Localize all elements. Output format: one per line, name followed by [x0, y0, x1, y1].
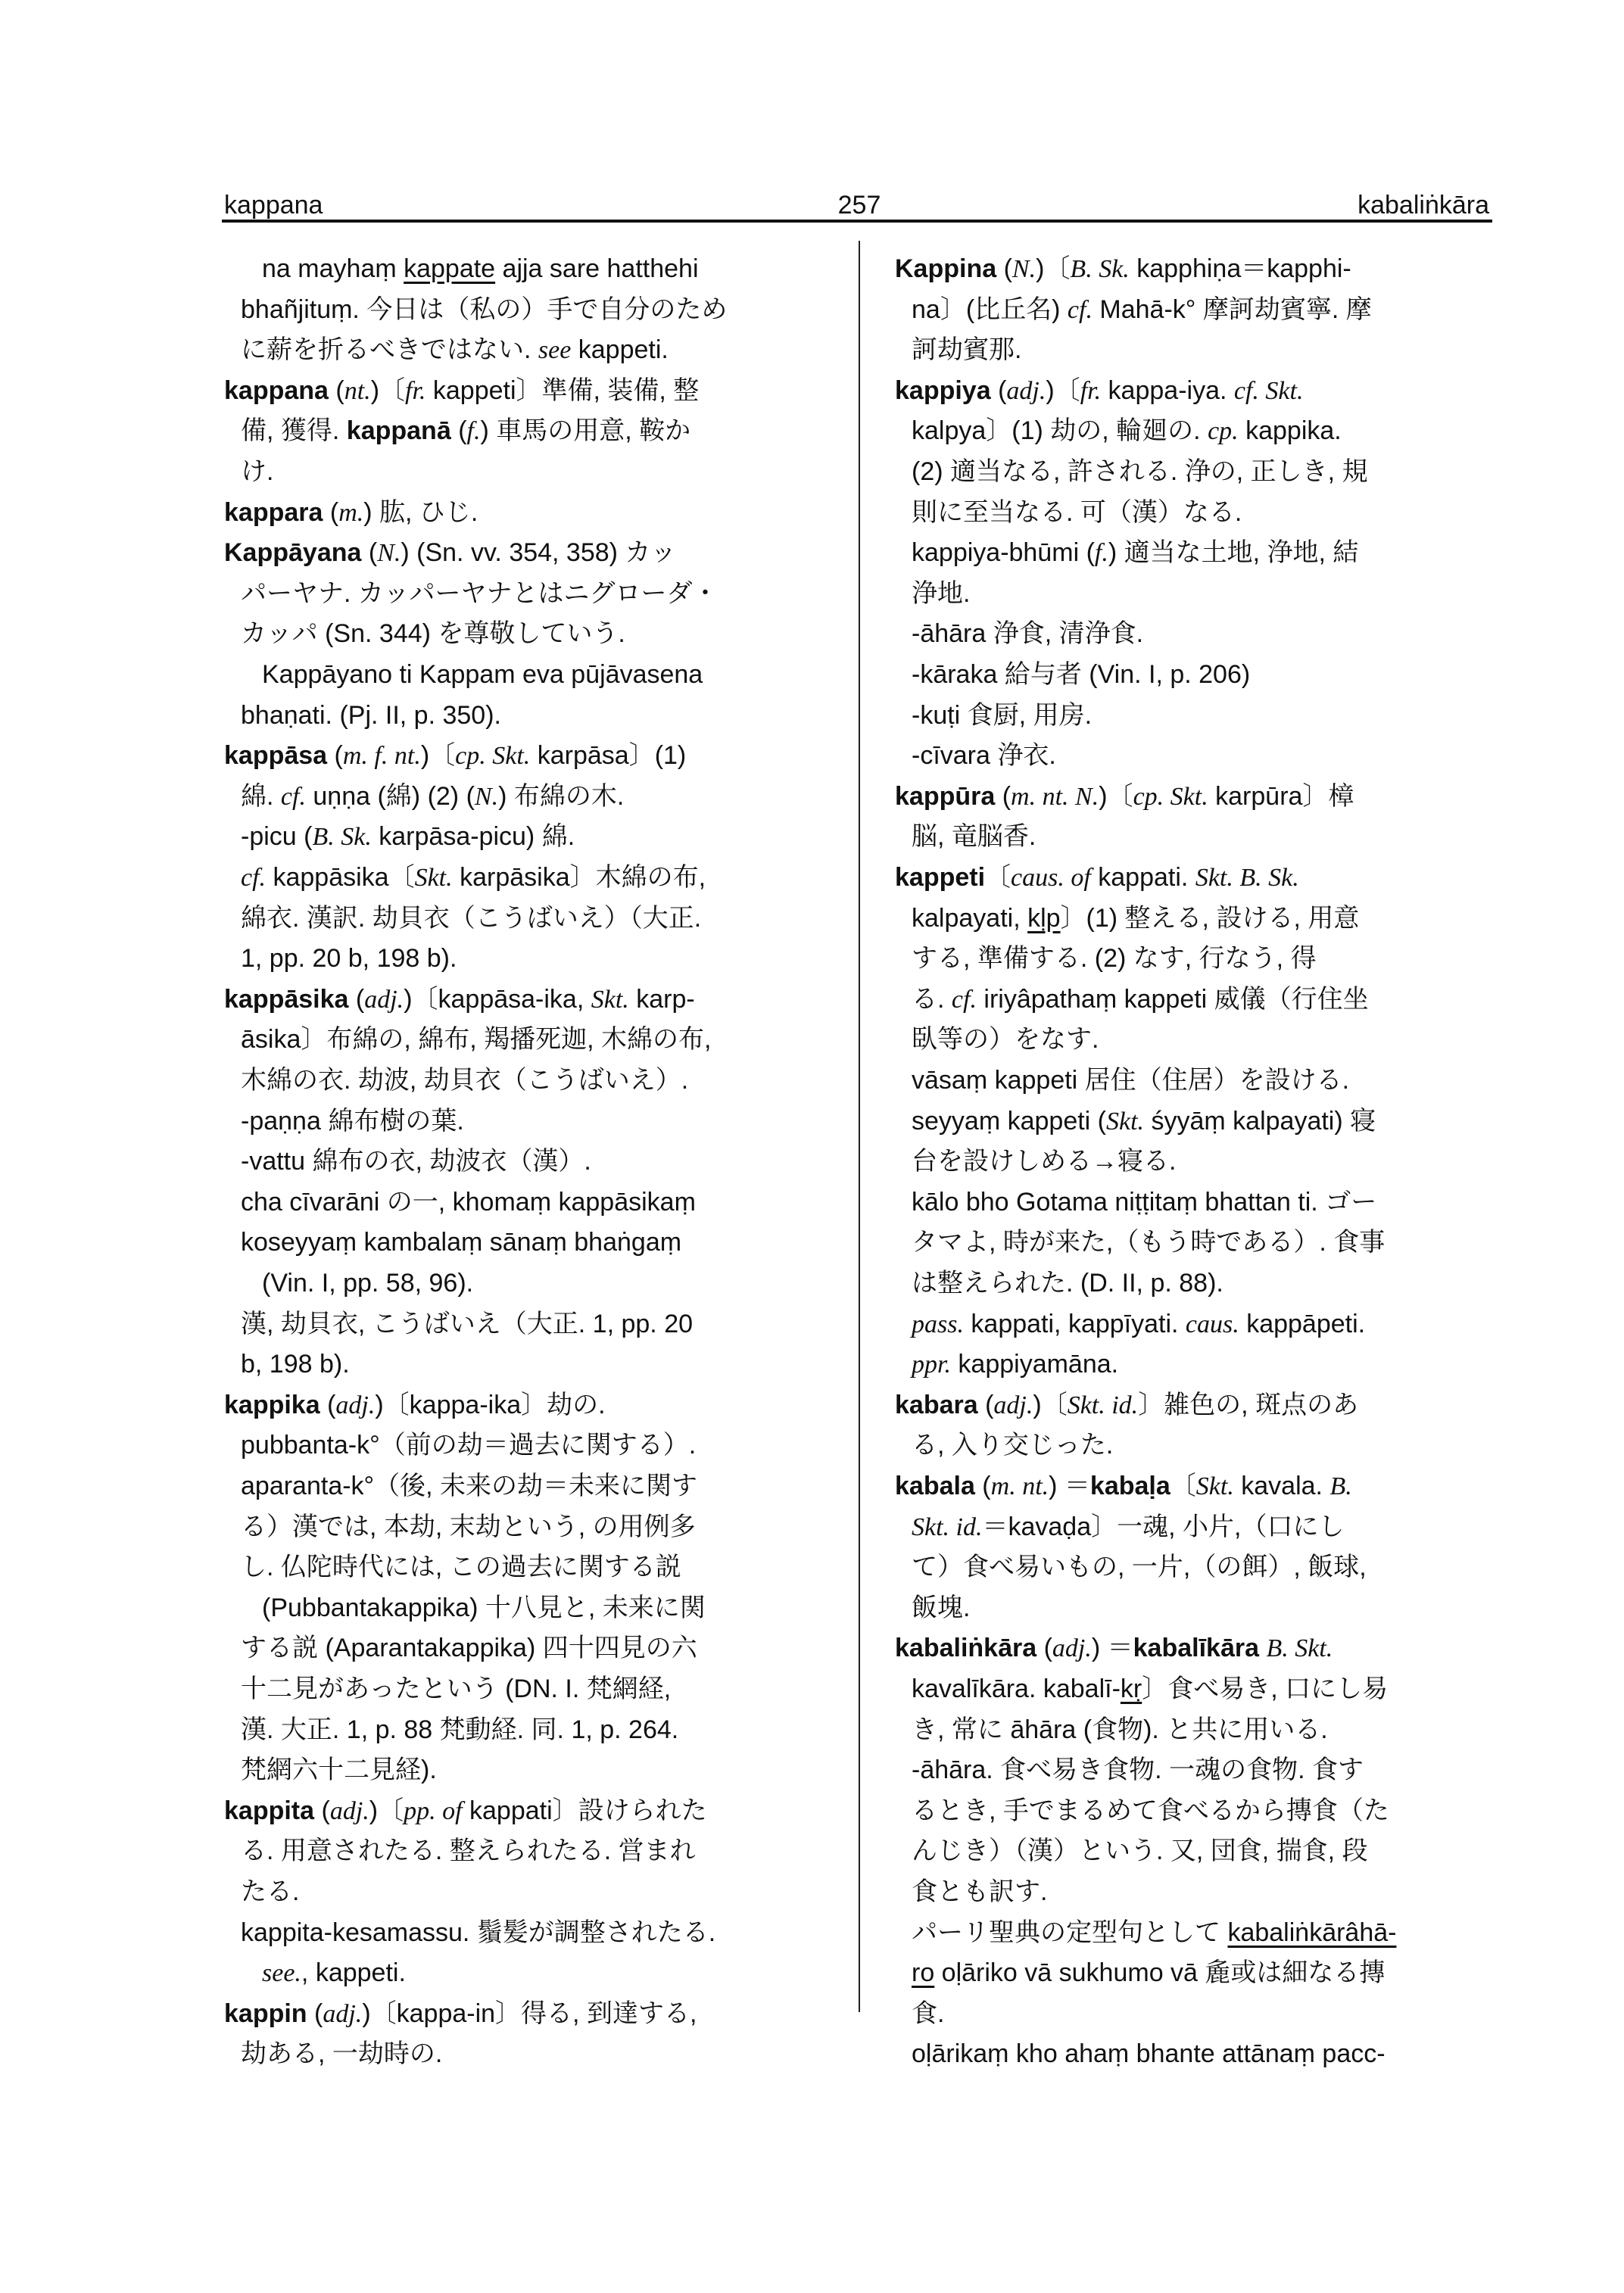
entry-line — [912, 1711, 1328, 1749]
entry-headline — [224, 534, 676, 572]
entry-text: る. — [912, 984, 952, 1014]
entry-line — [912, 331, 1021, 369]
entry-text: kavala. — [1233, 1472, 1330, 1500]
entry-line — [912, 453, 1368, 491]
entry-text: 綿衣. 漢訳. 劫貝衣（こうばいえ）（大正. — [241, 903, 702, 933]
entry-text: んじき）（漢）という. 又, 団食, 揣食, 段 — [912, 1837, 1368, 1866]
entry-line — [912, 412, 1342, 450]
entry-line — [241, 1751, 437, 1789]
entry-line — [912, 1548, 1367, 1586]
entry-line — [241, 1711, 678, 1749]
entry-text: kappita-kesamassu. 鬚髪が調整されたる. — [241, 1918, 716, 1947]
entry-text: koseyyaṃ kambalaṃ sānaṃ bhaṅgaṃ — [241, 1228, 682, 1257]
entry-line — [912, 899, 1359, 937]
entry-text: cha cīvarāni の一, khomaṃ kappāsikaṃ — [241, 1187, 696, 1217]
grammar-abbrev: ppr. — [912, 1351, 951, 1379]
entry-text: け. — [241, 457, 274, 486]
entry-text: ( — [974, 1472, 991, 1500]
entry-text: 〕食べ易き, 口にし易 — [1142, 1675, 1389, 1703]
entry-line — [262, 1264, 473, 1302]
entry-line — [262, 1954, 406, 1992]
entry-text: )〔 — [1099, 781, 1133, 811]
entry-text: Mahā-k° 摩訶劫賓寧. 摩 — [1092, 294, 1372, 324]
grammar-abbrev: Skt. — [414, 864, 453, 892]
entry-line — [912, 1183, 1376, 1221]
entry-headline — [895, 1467, 1352, 1505]
entry-text: seyyaṃ kappeti ( — [912, 1106, 1106, 1136]
grammar-abbrev: m. f. nt. — [342, 742, 421, 771]
grammar-abbrev: cp. Skt. — [455, 742, 531, 771]
running-head-right: kabaliṅkāra — [1357, 191, 1489, 220]
grammar-abbrev: fr. — [1080, 376, 1102, 405]
entry-headline — [895, 1386, 1358, 1424]
grammar-abbrev: adj. — [364, 985, 404, 1014]
entry-text: 脳, 竜脳香. — [912, 822, 1036, 852]
entry-text: する説 (Aparantakappika) 四十四見の六 — [241, 1634, 697, 1663]
entry-text: kappati〕設けられた — [462, 1796, 707, 1825]
entry-line — [241, 1305, 693, 1343]
entry-line — [241, 1914, 715, 1952]
entry-text: ( — [995, 781, 1011, 811]
entry-text: 浄地. — [912, 578, 971, 608]
entry-headline — [224, 1995, 697, 2033]
entry-line — [262, 250, 699, 288]
grammar-abbrev: Skt. — [1195, 1472, 1234, 1500]
grammar-abbrev: pp. of — [404, 1796, 463, 1825]
entry-line — [912, 615, 1143, 653]
grammar-abbrev: Skt. B. Sk. — [1195, 864, 1299, 892]
entry-text: karpāsika〕木綿の布, — [452, 863, 706, 892]
entry-text: (Vin. I, pp. 58, 96). — [262, 1269, 474, 1298]
entry-text: ajja sare hatthehi — [495, 254, 699, 283]
grammar-abbrev: nt. — [344, 376, 371, 405]
entry-line — [241, 818, 575, 855]
headword: kappin — [224, 1999, 307, 2028]
headword: kappāsa — [224, 741, 328, 771]
headword: kappāsika — [224, 984, 349, 1014]
entry-line — [241, 615, 625, 653]
entry-text: ) ＝ — [1049, 1472, 1090, 1500]
entry-text: 漢, 劫貝衣, こうばいえ（大正. 1, pp. 20 — [241, 1309, 694, 1338]
entry-text: ( — [996, 254, 1012, 283]
entry-headline — [895, 777, 1354, 815]
entry-text: kalpayati, — [912, 903, 1028, 933]
entry-line — [241, 1548, 681, 1586]
headword: kappita — [224, 1796, 315, 1825]
entry-text: ( — [307, 1999, 323, 2028]
entry-line — [912, 1264, 1223, 1302]
entry-text: ( — [323, 497, 339, 527]
entry-text: 〔 — [985, 863, 1011, 892]
entry-line — [241, 1142, 591, 1180]
grammar-abbrev: adj. — [1006, 376, 1046, 405]
entry-text: pubbanta-k°（前の劫＝過去に関する）. — [241, 1431, 697, 1460]
entry-line — [241, 331, 669, 369]
grammar-abbrev: see. — [262, 1959, 301, 1988]
entry-text: ( — [328, 375, 344, 405]
entry-line — [912, 1102, 1376, 1140]
grammar-abbrev: cf. — [951, 985, 977, 1014]
entry-line — [241, 858, 706, 896]
entry-text: kapphiṇa＝kapphi- — [1129, 254, 1351, 283]
column-divider — [859, 241, 860, 2012]
entry-text: -cīvara 浄衣. — [912, 741, 1056, 771]
underlined-text: kabaliṅkārâhā- — [1227, 1918, 1397, 1947]
entry-text: oḷāriko vā sukhumo vā 麁或は細なる摶 — [934, 1958, 1386, 1988]
entry-text: )〔 — [370, 375, 406, 405]
entry-text: 〔 — [1170, 1472, 1196, 1500]
entry-text: -āhāra. 食べ易き食物. 一魂の食物. 食す — [912, 1756, 1364, 1785]
entry-text: カッパ (Sn. 344) を尊敬していう. — [241, 619, 625, 649]
grammar-abbrev: cp. — [1208, 417, 1239, 446]
entry-line — [912, 1954, 1385, 1992]
entry-text: karpūra〕樟 — [1208, 781, 1354, 811]
entry-text: śyyāṃ kalpayati) 寝 — [1144, 1106, 1376, 1136]
entry-text: kalpya〕(1) 劫の, 輪廻の. — [912, 416, 1208, 446]
entry-text: ( — [990, 375, 1007, 405]
right-column — [895, 0, 1516, 2293]
entry-text: )〔kappa-ika〕劫の. — [375, 1390, 606, 1419]
entry-text: 臥等の）をなす. — [912, 1025, 1099, 1055]
underlined-text: kṛ — [1120, 1675, 1142, 1703]
grammar-abbrev: f. — [466, 417, 481, 446]
entry-text: kappeti. — [571, 335, 669, 365]
grammar-abbrev: N. — [377, 539, 401, 568]
entry-text: 1, pp. 20 b, 198 b). — [241, 944, 457, 974]
entry-text: ) ＝ — [1091, 1634, 1133, 1663]
grammar-abbrev: f. — [1094, 539, 1108, 568]
entry-text: -vattu 綿布の衣, 劫波衣（漢）. — [241, 1147, 591, 1176]
entry-line — [241, 1832, 696, 1870]
entry-text: kavalīkāra. kabalī- — [912, 1675, 1121, 1703]
entry-line — [241, 899, 701, 937]
entry-line — [912, 1020, 1099, 1058]
entry-text: Kappāyano ti Kappam eva pūjāvasena — [262, 660, 703, 689]
entry-line — [912, 1589, 970, 1627]
entry-line — [912, 1670, 1388, 1708]
grammar-abbrev: caus. — [1185, 1310, 1239, 1338]
entry-text: ( — [361, 538, 378, 568]
grammar-abbrev: Skt. id. — [912, 1513, 983, 1541]
entry-line — [241, 1183, 696, 1221]
entry-line — [241, 1426, 696, 1464]
entry-line — [241, 1223, 681, 1261]
entry-text: ( — [1036, 1634, 1052, 1663]
headword: kappara — [224, 497, 323, 527]
entry-headline — [895, 250, 1351, 288]
entry-text: )〔 — [1046, 375, 1080, 405]
headword: kabaḷa — [1089, 1472, 1170, 1500]
entry-text: kappāpeti. — [1239, 1309, 1366, 1338]
grammar-abbrev: m. nt. N. — [1011, 782, 1099, 811]
headword: kappika — [224, 1390, 320, 1419]
grammar-abbrev: Skt. — [591, 985, 629, 1014]
grammar-abbrev: cf. — [241, 864, 267, 892]
entry-text: karp- — [628, 984, 695, 1014]
entry-text: )〔kappa-in〕得る, 到達する, — [362, 1999, 697, 2028]
entry-text: 〕雑色の, 斑点のあ — [1138, 1390, 1359, 1419]
entry-headline — [224, 737, 686, 774]
entry-text: し. 仏陀時代には, この過去に関する説 — [241, 1553, 681, 1582]
entry-line — [241, 291, 727, 329]
headword: kappana — [224, 375, 329, 405]
grammar-abbrev: adj. — [329, 1796, 369, 1825]
entry-text: 飯塊. — [912, 1593, 971, 1622]
entry-line — [912, 534, 1358, 572]
entry-text: kappati. — [1090, 863, 1195, 892]
entry-text: -āhāra 浄食, 清浄食. — [912, 619, 1144, 649]
entry-text: karpāsa〕(1) — [530, 741, 687, 771]
entry-line — [912, 1061, 1349, 1099]
entry-text: 綿. — [241, 781, 281, 811]
entry-text: , kappeti. — [301, 1958, 406, 1988]
headword: kappeti — [895, 863, 986, 892]
entry-headline — [895, 858, 1299, 896]
entry-line — [912, 818, 1036, 855]
entry-text: ( — [977, 1390, 994, 1419]
entry-text: ) (Sn. vv. 354, 358) カッ — [401, 538, 677, 568]
entry-text: bhaṇati. (Pj. II, p. 350). — [241, 700, 501, 730]
underlined-text: kḷp — [1027, 903, 1061, 933]
entry-text: パーヤナ. カッパーヤナとはニグローダ・ — [241, 578, 718, 608]
entry-text: ) 布綿の木. — [498, 781, 625, 811]
entry-text: oḷārikaṃ kho ahaṃ bhante attānaṃ pacc- — [912, 2039, 1386, 2069]
grammar-abbrev: adj. — [323, 1999, 363, 2028]
entry-text: 台を設けしめる→寝る. — [912, 1147, 1177, 1176]
left-column — [224, 0, 845, 2293]
grammar-abbrev: Skt. id. — [1067, 1391, 1139, 1419]
entry-text: き, 常に āhāra (食物). と共に用いる. — [912, 1715, 1328, 1744]
entry-line — [241, 1102, 464, 1140]
grammar-abbrev: caus. of — [1011, 864, 1091, 892]
page-number: 257 — [837, 191, 881, 220]
entry-line — [241, 696, 501, 734]
entry-line — [912, 1508, 1344, 1546]
entry-line — [912, 1142, 1176, 1180]
entry-line — [912, 1223, 1385, 1261]
entry-line — [241, 777, 624, 815]
entry-text: 十二見があったという (DN. I. 梵網経, — [241, 1675, 672, 1703]
entry-text: 訶劫賓那. — [912, 335, 1022, 365]
entry-line — [241, 2035, 442, 2073]
entry-text: kappiya-bhūmi ( — [912, 538, 1095, 568]
grammar-abbrev: cf. — [1067, 295, 1093, 324]
entry-text: kappāsika〔 — [266, 863, 415, 892]
entry-text: タマよ, 時が来た,（もう時である）. 食事 — [912, 1228, 1386, 1257]
entry-headline — [224, 1792, 707, 1830]
entry-text: 則に至当なる. 可（漢）なる. — [912, 497, 1242, 527]
entry-line — [912, 1345, 1118, 1383]
entry-headline — [895, 372, 1303, 410]
entry-text: ( — [327, 741, 343, 771]
running-head-left: kappana — [224, 191, 323, 220]
entry-text: 劫ある, 一劫時の. — [241, 2039, 443, 2069]
grammar-abbrev: cf. Skt. — [1233, 376, 1304, 405]
entry-line — [241, 939, 457, 977]
entry-text: 備, 獲得. — [241, 416, 347, 446]
entry-text: パーリ聖典の定型句として — [912, 1918, 1228, 1947]
entry-line — [241, 575, 718, 612]
entry-text: ＝kavaḍa〕一魂, 小片,（口にし — [982, 1512, 1345, 1541]
entry-headline — [224, 494, 478, 531]
entry-text: )〔 — [1036, 254, 1071, 283]
entry-text: kālo bho Gotama niṭṭitaṃ bhattan ti. ゴー — [912, 1187, 1377, 1217]
grammar-abbrev: N. — [1011, 255, 1036, 283]
entry-line — [241, 1629, 697, 1667]
entry-text: kappeti〕準備, 装備, 整 — [425, 375, 700, 405]
entry-text: 梵網六十二見経). — [241, 1756, 437, 1785]
entry-text: ( — [450, 416, 467, 446]
grammar-abbrev: m. — [338, 498, 364, 527]
entry-text: -picu ( — [241, 822, 313, 852]
headword: Kappina — [895, 254, 997, 283]
entry-text: に薪を折るべきではない. — [241, 335, 538, 365]
entry-text: )〔 — [369, 1796, 404, 1825]
entry-line — [912, 291, 1372, 329]
entry-line — [241, 1061, 688, 1099]
grammar-abbrev: Skt. — [1106, 1107, 1145, 1136]
entry-text: する, 準備する. (2) なす, 行なう, 得 — [912, 944, 1317, 974]
grammar-abbrev: m. nt. — [990, 1472, 1049, 1500]
entry-text: (Pubbantakappika) 十八見と, 未来に関 — [262, 1593, 706, 1622]
entry-line — [262, 1589, 706, 1627]
entry-headline — [224, 1386, 606, 1424]
entry-line — [912, 696, 1092, 734]
entry-text: )〔 — [1033, 1390, 1068, 1419]
entry-line — [912, 656, 1250, 693]
grammar-abbrev: fr. — [405, 376, 426, 405]
entry-text: (2) 適当なる, 許される. 浄の, 正しき, 規 — [912, 457, 1368, 486]
headword: kabala — [895, 1472, 975, 1500]
entry-text: kappati, kappīyati. — [963, 1309, 1186, 1338]
entry-text: vāsaṃ kappeti 居住（住居）を設ける. — [912, 1066, 1350, 1095]
entry-text: na mayhaṃ — [262, 254, 404, 283]
underlined-text: ro — [912, 1958, 935, 1988]
entry-text: 食. — [912, 1999, 945, 2028]
entry-line — [241, 1467, 697, 1505]
entry-line — [912, 1751, 1364, 1789]
entry-text: 漢. 大正. 1, p. 88 梵動経. 同. 1, p. 264. — [241, 1715, 679, 1744]
entry-line — [241, 1670, 671, 1708]
headword: kabara — [895, 1390, 978, 1419]
entry-line — [241, 453, 273, 491]
entry-line — [912, 1995, 944, 2033]
headword: kappūra — [895, 781, 996, 811]
entry-line — [912, 1426, 1113, 1464]
entry-text: iriyâpathaṃ kappeti 威儀（行住坐 — [976, 984, 1369, 1014]
entry-text: na〕(比丘名) — [912, 294, 1068, 324]
entry-line — [912, 494, 1242, 531]
entry-text: b, 198 b). — [241, 1350, 350, 1379]
entry-line — [912, 939, 1317, 977]
entry-text: )〔kappāsa-ika, — [404, 984, 591, 1014]
entry-text: たる. — [241, 1877, 300, 1906]
entry-text: uṇṇa (綿) (2) ( — [305, 781, 475, 811]
entry-text: ) 適当な土地, 浄地, 結 — [1108, 538, 1359, 568]
entry-text: karpāsa-picu) 綿. — [371, 822, 575, 852]
entry-headline — [224, 980, 695, 1018]
grammar-abbrev: pass. — [912, 1310, 964, 1338]
entry-line — [912, 737, 1056, 774]
entry-headline — [895, 1629, 1333, 1667]
entry-text: kappika. — [1238, 416, 1342, 446]
entry-line — [912, 1832, 1368, 1870]
headword: kabalīkāra — [1133, 1634, 1259, 1663]
entry-text: )〔 — [420, 741, 456, 771]
entry-text: ) 肱, ひじ. — [363, 497, 478, 527]
entry-text: aparanta-k°（後, 未来の劫＝未来に関す — [241, 1472, 698, 1500]
entry-text: ( — [320, 1390, 336, 1419]
entry-text: āsika〕布綿の, 綿布, 羯播死迦, 木綿の布, — [241, 1025, 712, 1055]
entry-line — [912, 1792, 1389, 1830]
headword: Kappāyana — [224, 538, 362, 568]
entry-text: 〕(1) 整える, 設ける, 用意 — [1060, 903, 1360, 933]
entry-text: ) 車馬の用意, 鞍か — [480, 416, 691, 446]
entry-line — [241, 1508, 696, 1546]
entry-text: て）食べ易いもの, 一片,（の餌）, 飯球, — [912, 1553, 1367, 1582]
grammar-abbrev: adj. — [335, 1391, 376, 1419]
grammar-abbrev: B. Sk. — [312, 823, 372, 852]
entry-text: る）漢では, 本劫, 末劫という, の用例多 — [241, 1512, 696, 1541]
headword: kappiya — [895, 375, 991, 405]
entry-line — [912, 575, 970, 612]
entry-line — [241, 1020, 712, 1058]
grammar-abbrev: adj. — [993, 1391, 1033, 1419]
entry-line — [241, 1345, 350, 1383]
entry-text: ( — [314, 1796, 330, 1825]
grammar-abbrev: cf. — [280, 782, 306, 811]
grammar-abbrev: B. Skt. — [1266, 1634, 1333, 1663]
entry-text: bhañjituṃ. 今日は（私の）手で自分のため — [241, 294, 728, 324]
entry-line — [241, 412, 690, 450]
underlined-text: kappate — [404, 254, 496, 283]
entry-text: -kuṭi 食厨, 用房. — [912, 700, 1093, 730]
entry-headline — [224, 372, 699, 410]
grammar-abbrev: B. Sk. — [1070, 255, 1130, 283]
grammar-abbrev: B. — [1329, 1472, 1352, 1500]
grammar-abbrev: cp. Skt. — [1133, 782, 1208, 811]
grammar-abbrev: see — [538, 336, 572, 365]
entry-text: kappiyamāna. — [950, 1350, 1119, 1379]
entry-line — [912, 1305, 1365, 1343]
entry-line — [912, 1873, 1047, 1911]
entry-text: 食とも訳す. — [912, 1877, 1048, 1906]
entry-text: は整えられた. (D. II, p. 88). — [912, 1269, 1223, 1298]
entry-text: る, 入り交じった. — [912, 1431, 1114, 1460]
entry-line — [912, 1914, 1396, 1952]
entry-text: 木綿の衣. 劫波, 劫貝衣（こうばいえ）. — [241, 1066, 689, 1095]
entry-line — [241, 1873, 299, 1911]
entry-text: ( — [348, 984, 365, 1014]
headword: kabaliṅkāra — [895, 1634, 1037, 1663]
headword: kappanā — [346, 416, 451, 446]
grammar-abbrev: adj. — [1052, 1634, 1092, 1663]
entry-text: るとき, 手でまるめて食べるから摶食（た — [912, 1796, 1389, 1825]
entry-text: -paṇṇa 綿布樹の葉. — [241, 1106, 464, 1136]
entry-line — [912, 2035, 1386, 2073]
entry-text: -kāraka 給与者 (Vin. I, p. 206) — [912, 660, 1251, 689]
grammar-abbrev: N. — [474, 782, 499, 811]
entry-text: kappa-iya. — [1101, 375, 1234, 405]
entry-text: る. 用意されたる. 整えられたる. 営まれ — [241, 1837, 696, 1866]
entry-line — [262, 656, 703, 693]
entry-line — [912, 980, 1369, 1018]
